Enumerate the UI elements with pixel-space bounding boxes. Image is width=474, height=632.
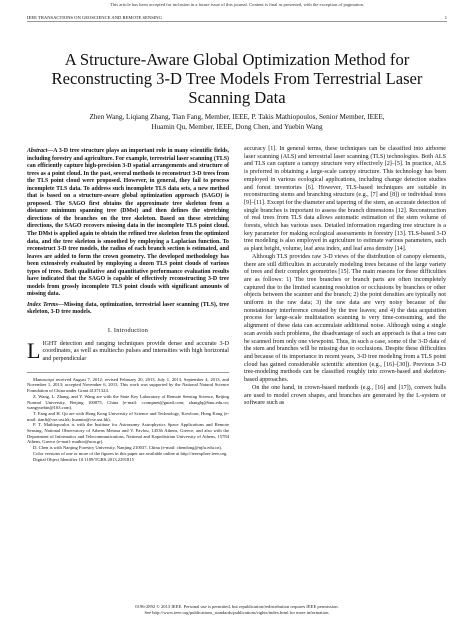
footnotes	[27, 372, 229, 463]
journal-name: IEEE TRANSACTIONS ON GEOSCIENCE AND REMOTE SENSING	[27, 15, 162, 20]
section-heading-introduction: I. Introduction	[107, 327, 149, 335]
footer-line-2: See http://www.ieee.org/publications_standards/publications/rights/index.html for more information.	[144, 609, 330, 615]
acceptance-banner: This article has been accepted for inclusion in a future issue of this journal. Content is final as presented, with the exception of pagination.	[109, 2, 365, 7]
footer-line-1: 0196-2892 © 2013 IEEE. Personal use is permitted, but republication/redistribution requires IEEE permission.	[135, 604, 339, 609]
body-paragraph: Although TLS provides raw 3-D views of the distribution of canopy elements, there are still difficulties in accurately modeling trees because of the large variety of trees and their complex geometries [15]. The main reasons for these difficulties are as follows: 1) The tree branches or branch parts are often incompletely captured due to the limited scanning resolution or occlusions by branches or other objects between the scanner and the branch; 2) the point densities are typically not uniform in the raw data; 3) the raw data are very noisy because of the nonstationary interference created by the tree leaves; and 4) the data acquisition process for large-scale multistation scanning is very time-consuming, and the alignment of these data can accumulate additional noise. Although using a single scan avoids such problems, the disadvantage of such an approach is that a tree can be scanned from only one viewpoint. Thus, in such a case, some of the 3-D data of the stem and branches will be missing due to occlusions. Despite these difficulties and because of its importance in recent years, 3-D tree modeling from a TLS point cloud has gained considerable scientific attention (e.g., [16]–[30]). Previous 3-D tree-modeling methods can be classified roughly into crown-based and skeleton-based approaches.	[244, 253, 446, 384]
running-header	[27, 15, 447, 22]
abstract	[27, 148, 229, 299]
footnote-manuscript: Manuscript received August 7, 2012; revised February 20, 2013, July 1, 2013, September 4, 2013, and November 1, 2013; accepted November 6, 2013. This work was supported by the National Natural Science Foundation of China under Grant 41371324.	[27, 376, 229, 394]
authors-line-1: Zhen Wang, Liqiang Zhang, Tian Fang, Member, IEEE, P. Takis Mathiopoulos, Senior Member, IEEE,	[89, 113, 385, 121]
author-list	[45, 112, 429, 132]
left-column	[27, 148, 229, 462]
right-column	[244, 146, 446, 408]
abstract-text: —A 3-D tree structure plays an important role in many scientific fields, including forestry and agriculture. For example, terrestrial laser scanning (TLS) can efficiently capture high-precision 3-D spatial arrangements and structure of trees as a point cloud. In the past, several methods to reconstruct 3-D trees from the TLS point cloud were proposed. However, in general, they fail to process incomplete TLS data. To address such incomplete TLS data sets, a new method that is based on a structure-aware global optimization approach (SAGO) is proposed. The SAGO first obtains the approximate tree skeleton from a distance minimum spanning tree (DMst) and then defines the stretching directions of the branches on the tree skeleton. Based on these stretching directions, the SAGO recovers missing data in the incomplete TLS point cloud. The DMst is applied again to obtain the refined tree skeleton from the optimized data, and the tree skeleton is smoothed by employing a Laplacian function. To reconstruct 3-D tree models, the radius of each branch section is estimated, and leaves are added to form the crown geometry. The developed methodology has been extensively evaluated by employing a dozen TLS point clouds of various types of trees. Both qualitative and quantitative performance evaluation results have indicated that the SAGO is capable of effectively reconstructing 3-D tree models from grossly incomplete TLS point clouds with significant amounts of missing data.	[27, 148, 229, 298]
drop-cap: L	[27, 337, 41, 363]
footnote-affiliation-fang: T. Fang and H. Qu are with Hong Kong University of Science and Technology, Kowloon, Hong Kong (e-mail: tianft@cse.ust.hk; huamin@cse.ust.hk).	[27, 410, 229, 422]
authors-line-2: Huamin Qu, Member, IEEE, Dong Chen, and Yuebin Wang	[151, 123, 323, 131]
body-paragraph: accuracy [1]. In general terms, these techniques can be classified into airborne laser scanning (ALS) and terrestrial laser scanning (TLS) technologies. Both ALS and TLS can capture a canopy structure very effectively [2]–[5]. In practice, ALS is preferred in obtaining a large-scale canopy structure. This technology has been employed in various ecological applications, including change detection studies and forest inventories [6]. However, TLS-based techniques are suitable in reconstructing stems and branching structure (e.g., [7] and [8]) or individual trees [9]–[11]. Except for the diameter and tapering of the stem, an accurate detection of single branches is important to assess the branch dimensions [12]. Reconstruction of real trees from TLS data allows automatic estimation of the stem volume of forests, which has various uses. Detailed information regarding tree structure is a key parameter for making ecological assessments in forestry [13]. TLS-based 3-D tree modeling is also employed in agriculture to estimate various parameters, such as plant height, volume, leaf area index, and leaf area density [14].	[244, 146, 446, 253]
footnote-affiliation-mathiopoulos: P. T. Mathiopoulos is with the Institute for Astronomy Astrophysics Space Applications and Remote Sensing, National Observatory of Athens Metaxa and V. Pavlou, 14536 Athens, Greece, and also with the Department of Informatics and Telecommunications, National and Kapodistrian University of Athens, 15784 Athens, Greece (e-mail: mathio@noa.gr).	[27, 422, 229, 445]
abstract-label: Abstract	[27, 148, 48, 154]
intro-text: IGHT detection and ranging techniques provide dense and accurate 3-D coordinates, as well as multiecho pulses and intensities with high horizontal and perpendicular	[42, 340, 229, 362]
body-paragraph: On the one hand, in crown-based methods (e.g., [16] and [17]), convex hulls are used to model crown shapes, and branches are generated by the L-system or software such as	[244, 384, 446, 407]
footnote-doi: Digital Object Identifier 10.1109/TGRS.2013.2291815	[33, 456, 134, 462]
index-terms	[27, 302, 229, 317]
index-terms-text: —Missing data, optimization, terrestrial laser scanning (TLS), tree skeleton, 3-D tree models.	[27, 301, 230, 316]
copyright-footer	[27, 604, 447, 616]
footnote-affiliation-chen: D. Chen is with Nanjing Forestry University, Nanjing 210037, China (e-mail: chendong@njfu.edu.cn).	[33, 445, 223, 451]
index-terms-label: Index Terms	[27, 301, 58, 308]
footnote-color-versions: Color versions of one or more of the figures in this paper are available online at http://ieeexplore.ieee.org.	[33, 450, 228, 456]
intro-paragraph	[27, 337, 229, 364]
footnote-affiliation-wang: Z. Wang, L. Zhang, and Y. Wang are with the State Key Laboratory of Remote Sensing Science, Beijing Normal University, Beijing 100875, China (e-mail: ccompnet@gmail.com; zhanglq@bnu.edu.cn; wangyuebin@163.com).	[27, 393, 229, 411]
paper-title: A Structure-Aware Global Optimization Method for Reconstructing 3-D Tree Models From Terrestrial Laser Scanning Data	[51, 50, 423, 107]
page-number: 1	[444, 15, 447, 20]
